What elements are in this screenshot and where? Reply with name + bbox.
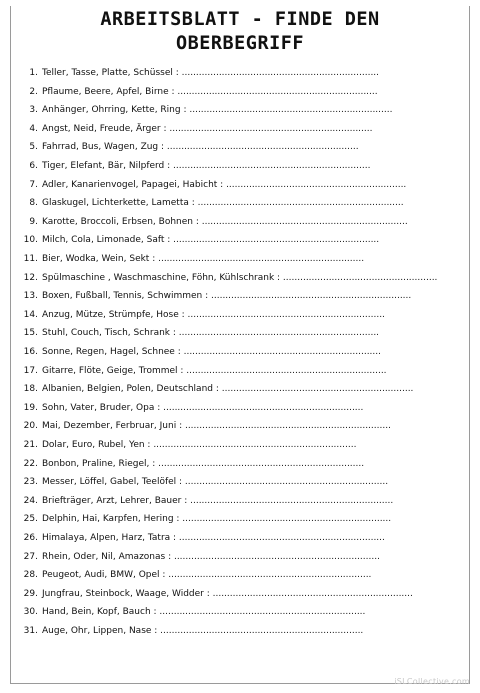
title-line-1: ARBEITSBLATT - FINDE DEN	[100, 9, 380, 30]
item-number: 16.	[23, 347, 38, 357]
item-text: Hand, Bein, Kopf, Bauch : ........................................................................	[42, 607, 366, 618]
item-number: 30.	[23, 607, 38, 618]
exercise-item	[0, 196, 480, 210]
item-number: 7.	[29, 179, 38, 190]
exercise-item	[0, 438, 480, 452]
item-text: Karotte, Broccoli, Erbsen, Bohnen : ........................................................................	[42, 216, 408, 227]
item-text: Peugeot, Audi, BMW, Opel : .......................................................................	[42, 570, 372, 581]
item-text: Delphin, Hai, Karpfen, Hering : .........................................................................	[42, 514, 392, 525]
exercise-item	[0, 252, 480, 266]
item-number: 19.	[23, 402, 38, 413]
item-number: 24.	[23, 495, 38, 506]
exercise-item	[0, 326, 480, 340]
item-text: Adler, Kanarienvogel, Papagei, Habicht : ...............................................................	[42, 179, 407, 190]
exercise-item	[0, 66, 480, 80]
item-text: Albanien, Belgien, Polen, Deutschland : ...................................................................	[42, 384, 414, 395]
item-number: 5.	[29, 142, 38, 153]
exercise-item	[0, 568, 480, 582]
item-number: 14.	[23, 309, 38, 320]
watermark: iSLCollective.com	[394, 677, 470, 686]
item-text: Auge, Ohr, Lippen, Nase : .......................................................................	[42, 626, 364, 636]
item-number: 6.	[29, 161, 38, 171]
item-number: 25.	[23, 514, 38, 525]
exercise-item	[0, 308, 480, 322]
item-number: 28.	[23, 570, 38, 581]
item-number: 18.	[23, 384, 38, 395]
item-number: 1.	[29, 68, 38, 78]
exercise-item	[0, 531, 480, 545]
exercise-item	[0, 587, 480, 601]
item-text: Rhein, Oder, Nil, Amazonas : ........................................................................	[42, 551, 380, 562]
item-text: Tiger, Elefant, Bär, Nilpferd : .....................................................................	[42, 161, 371, 171]
worksheet-title	[0, 8, 480, 56]
item-text: Bier, Wodka, Wein, Sekt : ........................................................................	[42, 254, 365, 264]
item-number: 22.	[23, 458, 38, 469]
item-text: Bonbon, Praline, Riegel, : ........................................................................	[42, 458, 365, 469]
item-text: Briefträger, Arzt, Lehrer, Bauer : .......................................................................	[42, 495, 394, 506]
item-number: 11.	[23, 254, 38, 264]
exercise-item	[0, 382, 480, 396]
exercise-item	[0, 85, 480, 99]
item-number: 17.	[23, 365, 38, 376]
exercise-item	[0, 605, 480, 619]
exercise-item	[0, 178, 480, 192]
item-text: Pflaume, Beere, Apfel, Birne : ......................................................................	[42, 86, 378, 97]
item-text: Milch, Cola, Limonade, Saft : ........................................................................	[42, 235, 380, 246]
item-text: Teller, Tasse, Platte, Schüssel : .....................................................................	[42, 68, 380, 78]
item-number: 10.	[23, 235, 38, 246]
exercise-item	[0, 122, 480, 136]
exercise-item	[0, 624, 480, 638]
item-text: Anhänger, Ohrring, Kette, Ring : .......................................................................	[42, 105, 393, 116]
item-number: 15.	[23, 328, 38, 339]
exercise-item	[0, 271, 480, 285]
item-number: 13.	[23, 291, 38, 302]
exercise-item	[0, 289, 480, 303]
exercise-item	[0, 233, 480, 247]
exercise-item	[0, 345, 480, 359]
exercise-item	[0, 550, 480, 564]
exercise-item	[0, 457, 480, 471]
item-number: 8.	[29, 198, 38, 209]
exercise-item	[0, 475, 480, 489]
exercise-item	[0, 103, 480, 117]
item-text: Himalaya, Alpen, Harz, Tatra : ........................................................................	[42, 533, 385, 543]
item-number: 21.	[23, 440, 38, 450]
exercise-item	[0, 159, 480, 173]
exercise-item	[0, 401, 480, 415]
item-number: 20.	[23, 421, 38, 432]
item-text: Sonne, Regen, Hagel, Schnee : .....................................................................	[42, 347, 381, 357]
item-text: Jungfrau, Steinbock, Waage, Widder : ......................................................................	[42, 588, 413, 599]
exercise-item	[0, 140, 480, 154]
item-number: 31.	[23, 626, 38, 636]
item-text: Sohn, Vater, Bruder, Opa : ......................................................................	[42, 402, 364, 413]
item-text: Angst, Neid, Freude, Ärger : .......................................................................	[42, 123, 373, 134]
item-text: Mai, Dezember, Ferbruar, Juni : ........................................................................	[42, 421, 391, 432]
item-number: 26.	[23, 533, 38, 543]
item-text: Messer, Löffel, Gabel, Teelöfel : .......................................................................	[42, 477, 389, 488]
exercise-item	[0, 419, 480, 433]
title-line-2: OBERBEGRIFF	[175, 33, 305, 54]
item-number: 12.	[23, 272, 38, 283]
item-number: 9.	[29, 216, 38, 227]
item-text: Dolar, Euro, Rubel, Yen : .......................................................................	[42, 440, 357, 450]
exercise-item	[0, 512, 480, 526]
item-text: Boxen, Fußball, Tennis, Schwimmen : ......................................................................	[42, 291, 412, 302]
item-number: 2.	[29, 86, 38, 97]
item-text: Anzug, Mütze, Strümpfe, Hose : .....................................................................	[42, 309, 385, 320]
exercise-item	[0, 364, 480, 378]
item-text: Gitarre, Flöte, Geige, Trommel : ......................................................................	[42, 365, 387, 376]
item-text: Spülmaschine , Waschmaschine, Föhn, Kühlschrank : ......................................................	[42, 272, 438, 283]
item-text: Glaskugel, Lichterkette, Lametta : ........................................................................	[42, 198, 404, 209]
exercise-item	[0, 215, 480, 229]
exercise-item	[0, 494, 480, 508]
item-number: 3.	[29, 105, 38, 116]
item-number: 27.	[23, 551, 38, 562]
item-number: 4.	[29, 123, 38, 134]
item-text: Fahrrad, Bus, Wagen, Zug : ...................................................................	[42, 142, 359, 153]
item-text: Stuhl, Couch, Tisch, Schrank : ......................................................................	[42, 328, 380, 339]
item-number: 23.	[23, 477, 38, 488]
item-number: 29.	[23, 588, 38, 599]
